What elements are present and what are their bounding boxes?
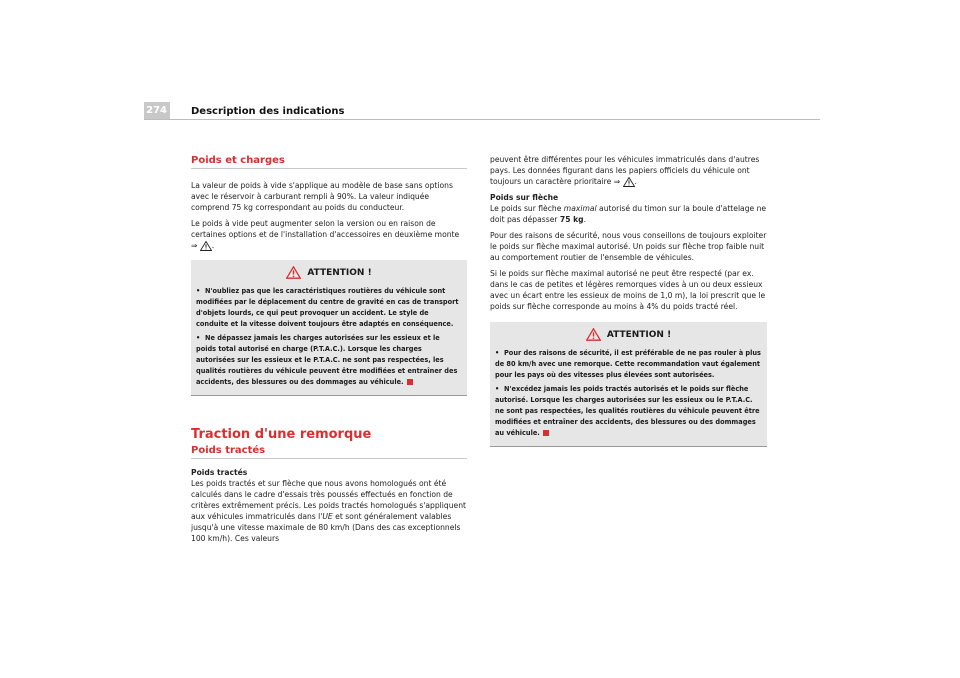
section-title-poids-tractes: Poids tractés — [191, 445, 467, 459]
left-column — [191, 155, 467, 549]
subheading-poids-fleche: Poids sur flèche — [490, 193, 559, 202]
paragraph-poids-tractes — [191, 478, 467, 544]
header-divider — [144, 119, 820, 120]
warning-item — [196, 332, 462, 387]
bullet-icon: • — [495, 348, 500, 357]
paragraph-emphasis: maximal — [563, 204, 597, 213]
section-title-poids-charges: Poids et charges — [191, 155, 467, 169]
header-title: Description des indications — [191, 106, 345, 117]
warning-item-text: N'excédez jamais les poids tractés autorisés et le poids sur flèche autorisé. Lorsque les charges autorisées sur les essieux ou le P.T.A.C. ne sont pas respectées, les qualités routières du véhicule peuvent être modifiées et entraîner des accidents, des blessures ou des dommages au véhicule. — [495, 384, 760, 437]
warning-item-text: Ne dépassez jamais les charges autorisées sur les essieux et le poids total autorisé en charge (P.T.A.C.). Lorsque les charges autorisées sur les essieux et le P.T.A.C. ne sont pas respectées, les qualités routières du véhicule peuvent être modifiées et entraîner des accidents, des blessures ou des dommages au véhicule. — [196, 333, 458, 386]
paragraph-poids-vide: La valeur de poids à vide s'applique au modèle de base sans options avec le réservoir à carburant rempli à 90%. La valeur indiquée comprend 75 kg correspondant au poids du conducteur. — [191, 181, 453, 212]
warning-item-text: N'oubliez pas que les caractéristiques routières du véhicule sont modifiées par le déplacement du centre de gravité en cas de transport d'objets lourds, ce qui peut provoquer un accident. Le style de conduite et la vitesse doivent toujours être adaptés en conséquence. — [196, 286, 459, 328]
paragraph-end: . — [211, 241, 215, 250]
warning-item-text: Pour des raisons de sécurité, il est préférable de ne pas rouler à plus de 80 km/h avec une remorque. Cette recommandation vaut également pour les pays où des vitesses plus élevées sont autorisées. — [495, 348, 761, 379]
paragraph-poids-fleche-max — [490, 203, 767, 225]
paragraph-autres-pays — [490, 154, 767, 187]
right-column — [490, 154, 767, 447]
subheading-poids-tractes: Poids tractés — [191, 468, 248, 477]
paragraph-text: peuvent être différentes pour les véhicules immatriculés dans d'autres pays. Les données figurant dans les papiers officiels du véhicule ont toujours un caractère prioritaire — [490, 155, 760, 186]
warning-triangle-icon — [586, 328, 601, 341]
paragraph-conseil: Pour des raisons de sécurité, nous vous conseillons de toujours exploiter le poids sur flèche maximal autorisé. Un poids sur flèche trop faible nuit au comportement routier de l'ensemble de véhicules. — [490, 231, 767, 262]
paragraph-text: et sont généralement valables jusqu'à une vitesse maximale de 80 km/h (Dans des cas exceptionnels 100 km/h). Ces valeurs — [191, 512, 461, 543]
warning-label: ATTENTION ! — [307, 267, 372, 278]
paragraph-end: . — [583, 215, 587, 224]
paragraph-text: Le poids sur flèche — [490, 204, 564, 213]
warning-box-2 — [490, 322, 767, 447]
bullet-icon: • — [196, 333, 201, 342]
warning-item — [196, 285, 462, 329]
end-of-section-icon — [543, 430, 549, 436]
warning-triangle-icon — [200, 241, 215, 251]
warning-header — [196, 266, 462, 279]
chapter-title: Traction d'une remorque — [191, 427, 372, 442]
reference-arrow: ⇒ — [613, 177, 621, 186]
paragraph-end: . — [634, 177, 637, 186]
paragraph-loi: Si le poids sur flèche maximal autorisé ne peut être respecté (par ex. dans le cas de petites et légères remorques vides à un ou deux essieux avec un écart entre les essieux de moins de 1,0 m), la loi prescrit que le poids sur flèche corresponde au moins à 4% du poids tracté réel. — [490, 269, 766, 311]
page-number: 274 — [144, 102, 170, 120]
warning-item — [495, 347, 762, 380]
warning-header — [495, 328, 762, 341]
end-of-section-icon — [407, 379, 413, 385]
warning-triangle-icon — [623, 177, 635, 187]
paragraph-text: Le poids à vide peut augmenter selon la version ou en raison de certaines options et de l'installation d'accessoires en deuxième monte — [191, 219, 460, 239]
paragraph-poids-options — [191, 218, 467, 251]
warning-label: ATTENTION ! — [606, 329, 672, 340]
paragraph-text: Les poids tractés et sur flèche que nous avons homologués ont été calculés dans le cadre d'essais très poussés effectués en fonction de critères extrêmement précis. Les poids tractés homologués s'appliquent aux véhicules immatriculés dans l' — [191, 479, 466, 521]
warning-box-1 — [191, 260, 467, 396]
warning-triangle-icon — [286, 266, 301, 279]
paragraph-value: 75 kg — [559, 215, 584, 224]
paragraph-abbrev: UE — [322, 512, 333, 521]
reference-arrow: ⇒ — [191, 241, 198, 250]
warning-item — [495, 383, 762, 438]
bullet-icon: • — [196, 286, 201, 295]
paragraph-text: autorisé du timon sur la boule d'attelage ne doit pas dépasser — [490, 204, 767, 224]
bullet-icon: • — [495, 384, 500, 393]
